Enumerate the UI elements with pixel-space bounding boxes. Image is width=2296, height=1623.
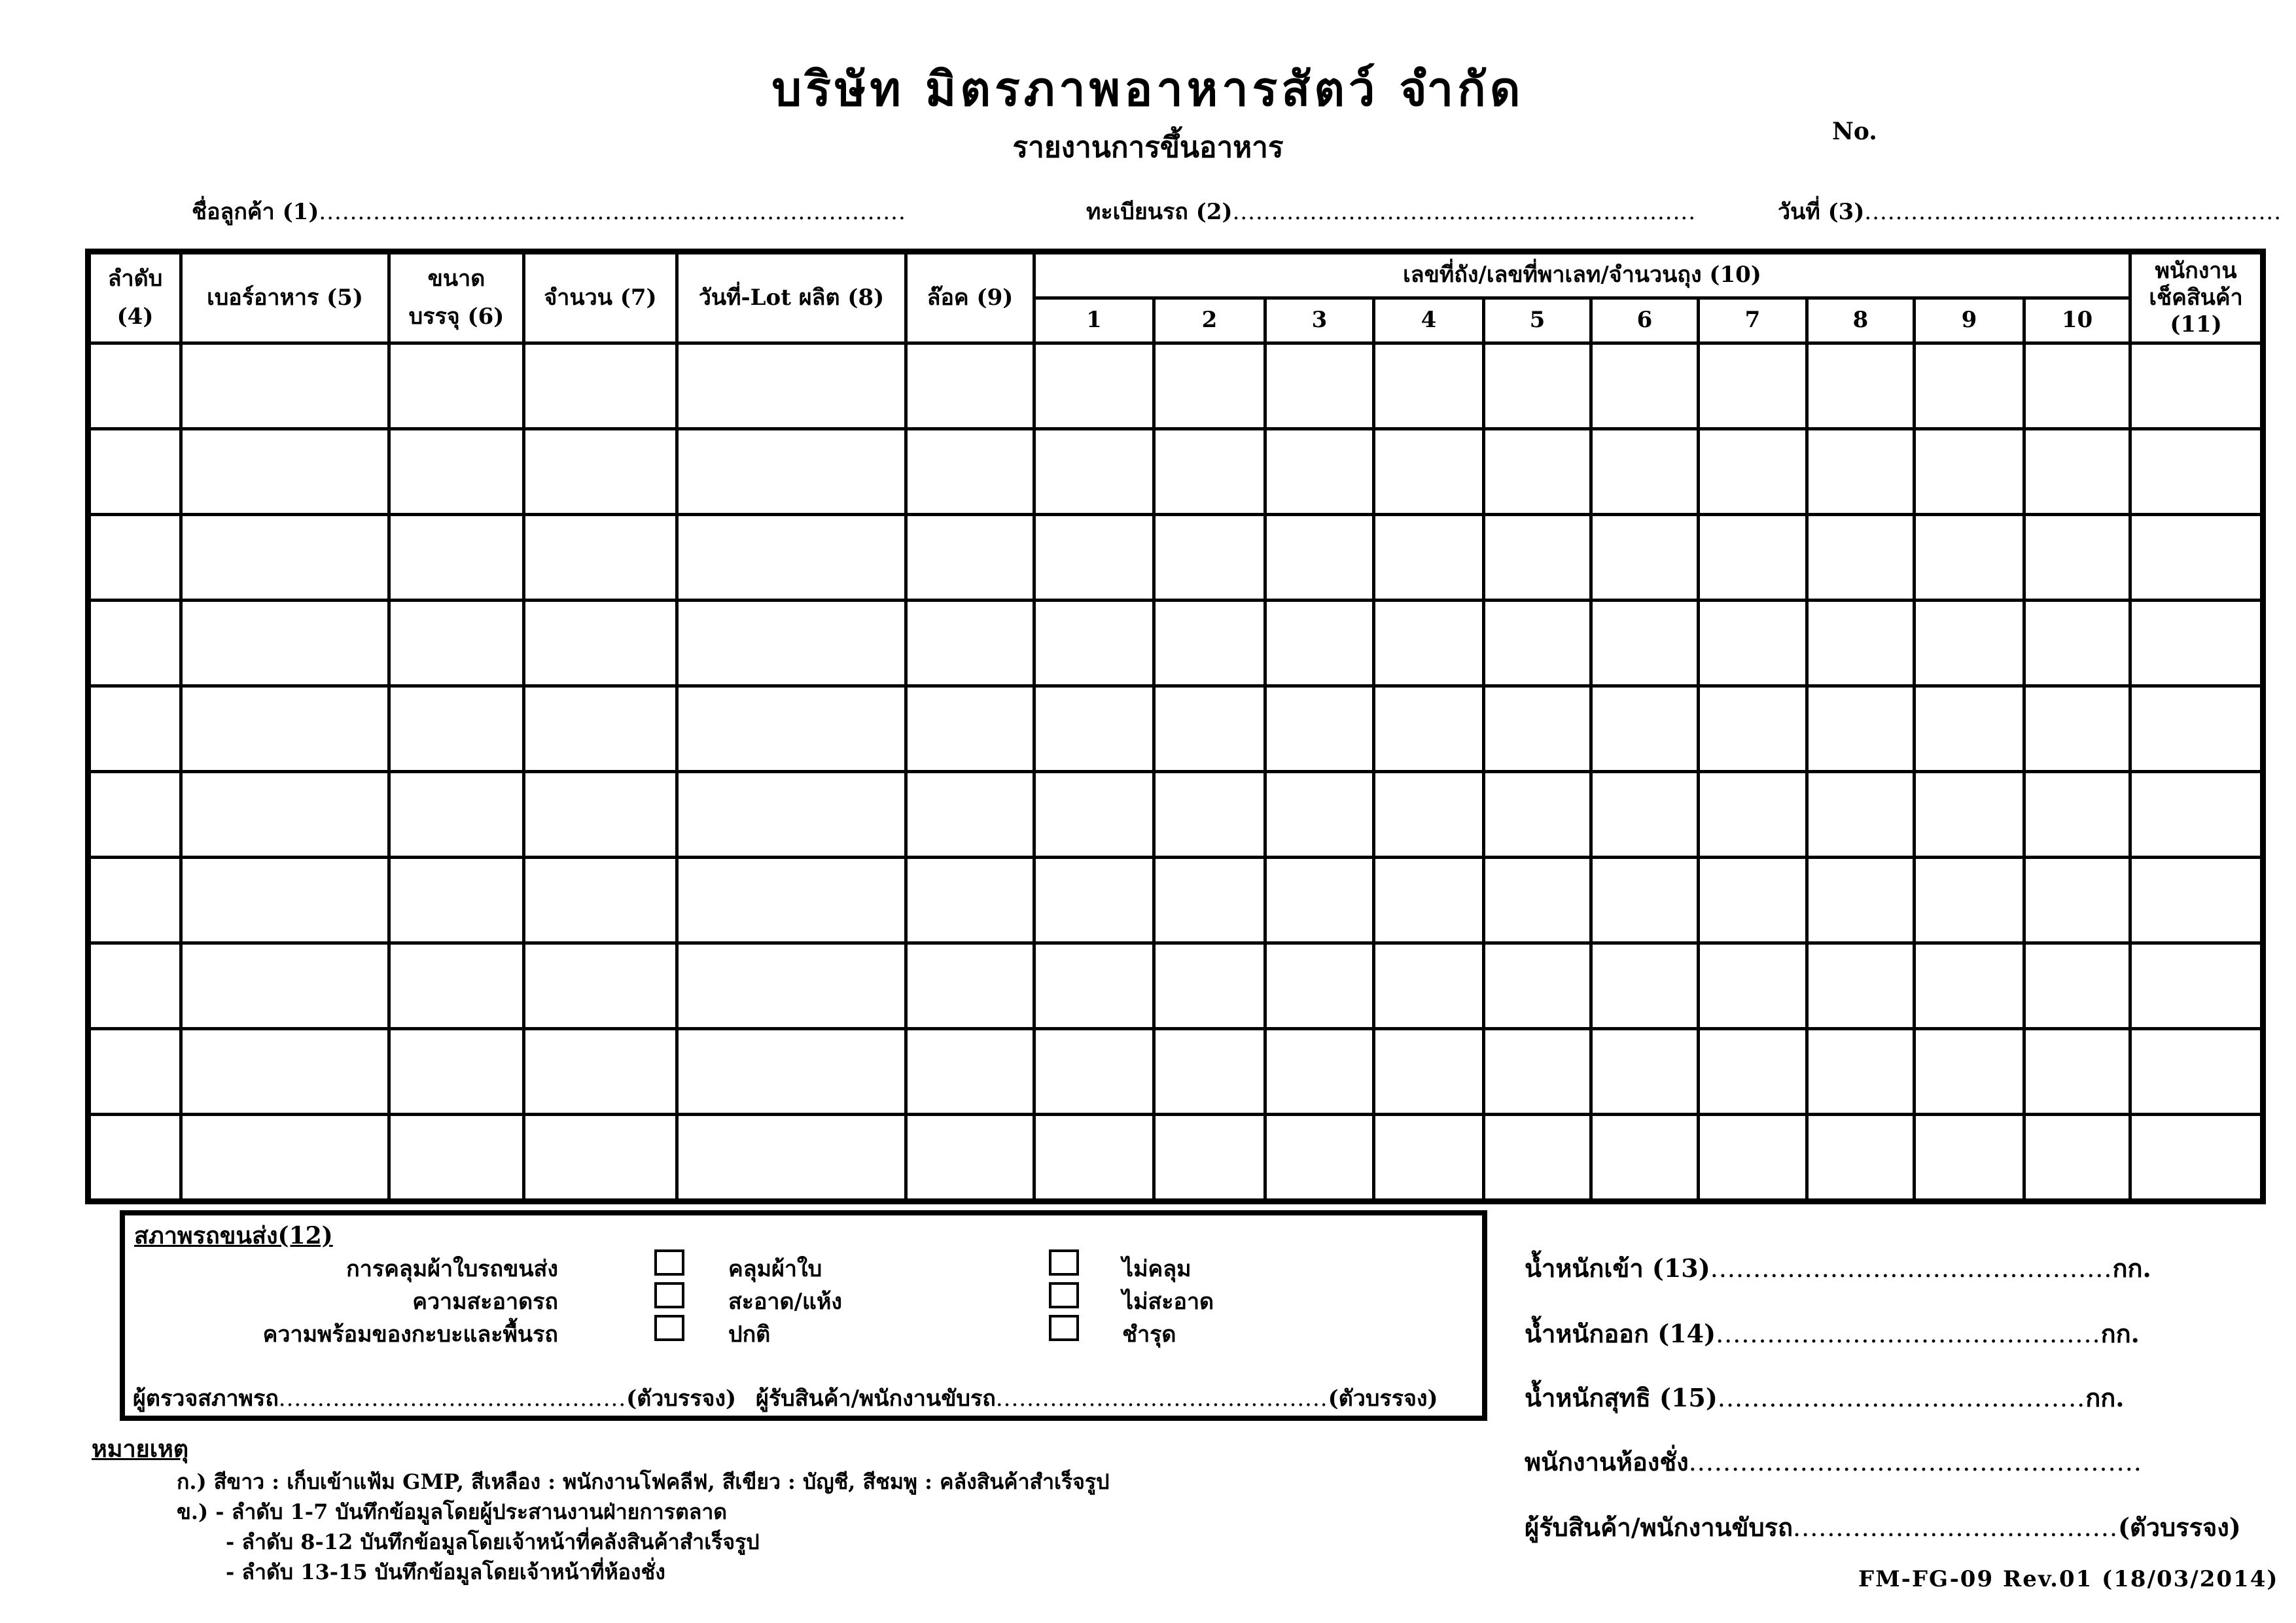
table-row xyxy=(88,686,2263,772)
table-cell[interactable] xyxy=(1034,686,1154,772)
table-cell[interactable] xyxy=(389,515,524,601)
table-cell[interactable] xyxy=(906,515,1034,601)
table-cell[interactable] xyxy=(1807,601,1915,686)
table-cell[interactable] xyxy=(181,686,389,772)
table-row xyxy=(88,1029,2263,1115)
table-cell[interactable] xyxy=(1915,943,2024,1029)
table-cell[interactable] xyxy=(1034,772,1154,858)
bin-number-header: 9 xyxy=(1915,298,2024,343)
table-cell[interactable] xyxy=(88,1029,181,1115)
table-cell[interactable] xyxy=(1591,1115,1699,1202)
table-cell[interactable] xyxy=(1807,686,1915,772)
table-cell[interactable] xyxy=(1374,429,1484,515)
col-bin-group-header: เลขที่ถัง/เลขที่พาเลท/จำนวนถุง (10) xyxy=(1034,252,2130,298)
table-cell[interactable] xyxy=(1807,1029,1915,1115)
table-cell[interactable] xyxy=(88,515,181,601)
table-cell[interactable] xyxy=(88,858,181,943)
table-cell[interactable] xyxy=(906,943,1034,1029)
customer-field[interactable]: ชื่อลูกค้า (1)............................................................................ xyxy=(192,199,906,225)
table-cell[interactable] xyxy=(2130,686,2263,772)
table-cell[interactable] xyxy=(677,515,906,601)
table-cell[interactable] xyxy=(1034,429,1154,515)
checkbox-damaged[interactable] xyxy=(1049,1315,1079,1341)
checkbox-tarp-covered[interactable] xyxy=(654,1249,684,1276)
table-cell[interactable] xyxy=(1265,515,1374,601)
table-cell[interactable] xyxy=(181,429,389,515)
table-cell[interactable] xyxy=(1591,943,1699,1029)
table-cell[interactable] xyxy=(389,601,524,686)
table-cell[interactable] xyxy=(1699,601,1807,686)
table-cell[interactable] xyxy=(1154,1029,1265,1115)
option-damaged: ชำรุด xyxy=(1122,1321,1176,1348)
table-cell[interactable] xyxy=(524,686,677,772)
table-cell[interactable] xyxy=(1915,858,2024,943)
table-cell[interactable] xyxy=(906,686,1034,772)
table-cell[interactable] xyxy=(389,943,524,1029)
table-cell[interactable] xyxy=(88,343,181,429)
table-cell[interactable] xyxy=(1374,343,1484,429)
table-cell[interactable] xyxy=(1699,343,1807,429)
table-cell[interactable] xyxy=(1915,343,2024,429)
table-cell[interactable] xyxy=(1154,943,1265,1029)
table-cell[interactable] xyxy=(2130,601,2263,686)
table-cell[interactable] xyxy=(1265,1115,1374,1202)
table-cell[interactable] xyxy=(1699,943,1807,1029)
form-code: FM-FG-09 Rev.01 (18/03/2014) xyxy=(1858,1566,2279,1592)
date-label: วันที่ (3) xyxy=(1778,199,1865,225)
table-cell[interactable] xyxy=(677,943,906,1029)
table-cell[interactable] xyxy=(1807,858,1915,943)
checkbox-tarp-not-covered[interactable] xyxy=(1049,1249,1079,1276)
table-cell[interactable] xyxy=(389,1115,524,1202)
table-cell[interactable] xyxy=(524,1115,677,1202)
checkbox-clean[interactable] xyxy=(654,1282,684,1308)
remark-order-8-12: - ลำดับ 8-12 บันทึกข้อมูลโดยเจ้าหน้าที่คลังสินค้าสำเร็จรูป xyxy=(226,1529,760,1554)
table-cell[interactable] xyxy=(1034,601,1154,686)
table-cell[interactable] xyxy=(1154,515,1265,601)
checkbox-not-clean[interactable] xyxy=(1049,1282,1079,1308)
table-cell[interactable] xyxy=(1374,772,1484,858)
receiver-signature-field[interactable]: ผู้รับสินค้า/พนักงานขับรถ...........................................(ตัวบรรจง) xyxy=(756,1386,1438,1412)
table-cell[interactable] xyxy=(389,429,524,515)
table-row xyxy=(88,943,2263,1029)
col-lock-header: ล๊อค (9) xyxy=(906,252,1034,343)
remark-order-13-15: - ลำดับ 13-15 บันทึกข้อมูลโดยเจ้าหน้าที่ห้องชั่ง xyxy=(226,1560,665,1584)
table-cell[interactable] xyxy=(1484,1029,1591,1115)
table-cell[interactable] xyxy=(906,858,1034,943)
table-cell[interactable] xyxy=(2024,1029,2130,1115)
option-tarp-covered: คลุมผ้าใบ xyxy=(728,1256,822,1282)
col-lot-date-header: วันที่-Lot ผลิต (8) xyxy=(677,252,906,343)
table-cell[interactable] xyxy=(389,858,524,943)
table-cell[interactable] xyxy=(1484,943,1591,1029)
license-plate-field[interactable]: ทะเบียนรถ (2)............................................................ xyxy=(1086,199,1697,225)
table-cell[interactable] xyxy=(1265,343,1374,429)
remark-copy-colors: ก.) สีขาว : เก็บเข้าแฟ้ม GMP, สีเหลือง : พนักงานโฟคลีฟ, สีเขียว : บัญชี, สีชมพู : คลังสินค้าสำเร็จรูป xyxy=(177,1469,1110,1494)
table-cell[interactable] xyxy=(1484,858,1591,943)
table-cell[interactable] xyxy=(88,772,181,858)
table-cell[interactable] xyxy=(1699,686,1807,772)
table-cell[interactable] xyxy=(1265,1029,1374,1115)
table-cell[interactable] xyxy=(181,515,389,601)
table-cell[interactable] xyxy=(1034,1115,1154,1202)
table-cell[interactable] xyxy=(1591,601,1699,686)
table-cell[interactable] xyxy=(1374,1029,1484,1115)
table-cell[interactable] xyxy=(2024,343,2130,429)
table-cell[interactable] xyxy=(906,429,1034,515)
table-cell[interactable] xyxy=(677,772,906,858)
remark-order-1-7: ข.) - ลำดับ 1-7 บันทึกข้อมูลโดยผู้ประสานงานฝ่ายการตลาด xyxy=(177,1499,728,1524)
table-row xyxy=(88,772,2263,858)
remarks-title: หมายเหตุ xyxy=(92,1435,189,1463)
bin-number-header: 5 xyxy=(1484,298,1591,343)
table-cell[interactable] xyxy=(88,686,181,772)
bin-number-header: 8 xyxy=(1807,298,1915,343)
col-feed-header: เบอร์อาหาร (5) xyxy=(181,252,389,343)
table-cell[interactable] xyxy=(1807,515,1915,601)
bin-number-header: 7 xyxy=(1699,298,1807,343)
col-pack-size-header: ขนาด บรรจุ (6) xyxy=(389,252,524,343)
table-cell[interactable] xyxy=(88,429,181,515)
table-cell[interactable] xyxy=(1915,686,2024,772)
table-cell[interactable] xyxy=(1374,1115,1484,1202)
scale-staff-field[interactable]: พนักงานห้องชั่ง..................................................... xyxy=(1525,1447,2142,1476)
table-cell[interactable] xyxy=(2130,343,2263,429)
document-number-label: No. xyxy=(1832,118,1877,145)
col-order-header: ลำดับ (4) xyxy=(88,252,181,343)
table-cell[interactable] xyxy=(524,515,677,601)
table-cell[interactable] xyxy=(677,343,906,429)
feed-loading-table xyxy=(85,249,2266,1204)
table-cell[interactable] xyxy=(906,772,1034,858)
table-cell[interactable] xyxy=(677,686,906,772)
table-cell[interactable] xyxy=(1915,1029,2024,1115)
table-cell[interactable] xyxy=(1591,772,1699,858)
table-cell[interactable] xyxy=(1807,1115,1915,1202)
option-not-clean: ไม่สะอาด xyxy=(1122,1289,1214,1315)
condition-label-tarp: การคลุมผ้าใบรถขนส่ง xyxy=(346,1256,558,1282)
table-cell[interactable] xyxy=(2130,1029,2263,1115)
table-cell[interactable] xyxy=(1265,601,1374,686)
checkbox-normal[interactable] xyxy=(654,1315,684,1341)
table-cell[interactable] xyxy=(677,1115,906,1202)
table-cell[interactable] xyxy=(1484,429,1591,515)
table-cell[interactable] xyxy=(1699,1029,1807,1115)
table-row xyxy=(88,858,2263,943)
table-cell[interactable] xyxy=(1034,943,1154,1029)
table-cell[interactable] xyxy=(1915,429,2024,515)
weight-in-field[interactable]: น้ำหนักเข้า (13)...............................................กก. xyxy=(1525,1253,2151,1283)
bin-number-header: 2 xyxy=(1154,298,1265,343)
table-cell[interactable] xyxy=(88,943,181,1029)
table-cell[interactable] xyxy=(1034,515,1154,601)
table-cell[interactable] xyxy=(677,429,906,515)
table-cell[interactable] xyxy=(389,1029,524,1115)
table-cell[interactable] xyxy=(1591,858,1699,943)
table-cell[interactable] xyxy=(1484,772,1591,858)
table-cell[interactable] xyxy=(1154,429,1265,515)
table-cell[interactable] xyxy=(1265,429,1374,515)
table-cell[interactable] xyxy=(1374,943,1484,1029)
col-quantity-header: จำนวน (7) xyxy=(524,252,677,343)
table-cell[interactable] xyxy=(1807,943,1915,1029)
table-row xyxy=(88,343,2263,429)
table-cell[interactable] xyxy=(1807,343,1915,429)
table-cell[interactable] xyxy=(1374,686,1484,772)
table-cell[interactable] xyxy=(2024,772,2130,858)
table-cell[interactable] xyxy=(906,1115,1034,1202)
table-cell[interactable] xyxy=(1484,1115,1591,1202)
company-name: บริษัท มิตรภาพอาหารสัตว์ จำกัด xyxy=(771,61,1525,116)
table-cell[interactable] xyxy=(389,772,524,858)
table-cell[interactable] xyxy=(1807,429,1915,515)
table-cell[interactable] xyxy=(2130,429,2263,515)
table-cell[interactable] xyxy=(181,1029,389,1115)
table-cell[interactable] xyxy=(2024,1115,2130,1202)
customer-label: ชื่อลูกค้า (1) xyxy=(192,199,319,225)
table-cell[interactable] xyxy=(2130,1115,2263,1202)
table-cell[interactable] xyxy=(1154,1115,1265,1202)
table-cell[interactable] xyxy=(1699,772,1807,858)
table-cell[interactable] xyxy=(2024,515,2130,601)
report-title: รายงานการขึ้นอาหาร xyxy=(1012,131,1284,164)
table-cell[interactable] xyxy=(1484,343,1591,429)
table-cell[interactable] xyxy=(906,601,1034,686)
table-cell[interactable] xyxy=(2130,772,2263,858)
table-cell[interactable] xyxy=(524,343,677,429)
table-cell[interactable] xyxy=(389,343,524,429)
table-cell[interactable] xyxy=(389,686,524,772)
table-cell[interactable] xyxy=(88,1115,181,1202)
table-cell[interactable] xyxy=(1154,686,1265,772)
condition-label-floor: ความพร้อมของกะบะและพื้นรถ xyxy=(262,1321,558,1348)
vehicle-condition-title: สภาพรถขนส่ง(12) xyxy=(134,1222,333,1249)
table-cell[interactable] xyxy=(1265,943,1374,1029)
table-cell[interactable] xyxy=(2024,429,2130,515)
table-body xyxy=(88,343,2263,1202)
table-cell[interactable] xyxy=(1699,858,1807,943)
table-cell[interactable] xyxy=(1699,1115,1807,1202)
bin-number-header: 6 xyxy=(1591,298,1699,343)
table-cell[interactable] xyxy=(524,858,677,943)
option-clean: สะอาด/แห้ง xyxy=(728,1289,842,1315)
option-tarp-not-covered: ไม่คลุม xyxy=(1122,1256,1192,1282)
table-cell[interactable] xyxy=(1034,1029,1154,1115)
table-cell[interactable] xyxy=(1154,772,1265,858)
table-cell[interactable] xyxy=(2024,601,2130,686)
table-cell[interactable] xyxy=(1154,343,1265,429)
table-cell[interactable] xyxy=(1374,601,1484,686)
table-cell[interactable] xyxy=(1034,343,1154,429)
table-cell[interactable] xyxy=(1484,515,1591,601)
table-cell[interactable] xyxy=(181,772,389,858)
table-row xyxy=(88,1115,2263,1202)
weight-net-field[interactable]: น้ำหนักสุทธิ (15)...........................................กก. xyxy=(1525,1383,2125,1412)
table-cell[interactable] xyxy=(1591,1029,1699,1115)
table-cell[interactable] xyxy=(524,943,677,1029)
table-cell[interactable] xyxy=(1265,686,1374,772)
condition-label-cleanliness: ความสะอาดรถ xyxy=(412,1289,558,1315)
weight-receiver-field[interactable]: ผู้รับสินค้า/พนักงานขับรถ......................................(ตัวบรรจง) xyxy=(1525,1512,2241,1542)
bin-number-header: 4 xyxy=(1374,298,1484,343)
table-cell[interactable] xyxy=(1265,858,1374,943)
table-cell[interactable] xyxy=(2024,943,2130,1029)
table-row xyxy=(88,515,2263,601)
table-cell[interactable] xyxy=(181,343,389,429)
table-cell[interactable] xyxy=(181,1115,389,1202)
inspector-signature-field[interactable]: ผู้ตรวจสภาพรถ.............................................(ตัวบรรจง) xyxy=(133,1386,737,1412)
table-cell[interactable] xyxy=(1154,858,1265,943)
table-cell[interactable] xyxy=(1374,515,1484,601)
table-cell[interactable] xyxy=(2130,943,2263,1029)
option-normal: ปกติ xyxy=(728,1321,771,1348)
table-cell[interactable] xyxy=(1807,772,1915,858)
table-cell[interactable] xyxy=(524,772,677,858)
table-cell[interactable] xyxy=(181,858,389,943)
table-cell[interactable] xyxy=(2130,858,2263,943)
bin-number-header: 3 xyxy=(1265,298,1374,343)
table-cell[interactable] xyxy=(1915,601,2024,686)
table-cell[interactable] xyxy=(1374,858,1484,943)
table-row xyxy=(88,429,2263,515)
table-cell[interactable] xyxy=(1265,772,1374,858)
table-cell[interactable] xyxy=(1915,1115,2024,1202)
table-cell[interactable] xyxy=(1154,601,1265,686)
table-cell[interactable] xyxy=(88,601,181,686)
bin-number-header: 10 xyxy=(2024,298,2130,343)
date-field[interactable]: วันที่ (3)...................................................... xyxy=(1778,199,2282,225)
table-cell[interactable] xyxy=(1591,515,1699,601)
table-cell[interactable] xyxy=(1484,686,1591,772)
table-cell[interactable] xyxy=(1591,429,1699,515)
table-cell[interactable] xyxy=(2130,515,2263,601)
table-cell[interactable] xyxy=(524,1029,677,1115)
table-cell[interactable] xyxy=(524,601,677,686)
table-cell[interactable] xyxy=(2024,858,2130,943)
table-cell[interactable] xyxy=(1915,772,2024,858)
table-cell[interactable] xyxy=(677,1029,906,1115)
table-cell[interactable] xyxy=(1591,343,1699,429)
table-row xyxy=(88,601,2263,686)
table-cell[interactable] xyxy=(2024,686,2130,772)
table-cell[interactable] xyxy=(677,858,906,943)
table-cell[interactable] xyxy=(1699,429,1807,515)
table-cell[interactable] xyxy=(906,1029,1034,1115)
table-cell[interactable] xyxy=(1034,858,1154,943)
table-cell[interactable] xyxy=(906,343,1034,429)
table-cell[interactable] xyxy=(181,601,389,686)
table-cell[interactable] xyxy=(1591,686,1699,772)
bin-number-header: 1 xyxy=(1034,298,1154,343)
table-cell[interactable] xyxy=(1699,515,1807,601)
table-cell[interactable] xyxy=(1915,515,2024,601)
table-cell[interactable] xyxy=(524,429,677,515)
weight-out-field[interactable]: น้ำหนักออก (14).............................................กก. xyxy=(1525,1319,2140,1348)
license-plate-label: ทะเบียนรถ (2) xyxy=(1086,199,1233,225)
col-staff-header: พนักงาน เช็คสินค้า (11) xyxy=(2130,252,2263,343)
table-cell[interactable] xyxy=(1484,601,1591,686)
table-cell[interactable] xyxy=(677,601,906,686)
table-cell[interactable] xyxy=(181,943,389,1029)
